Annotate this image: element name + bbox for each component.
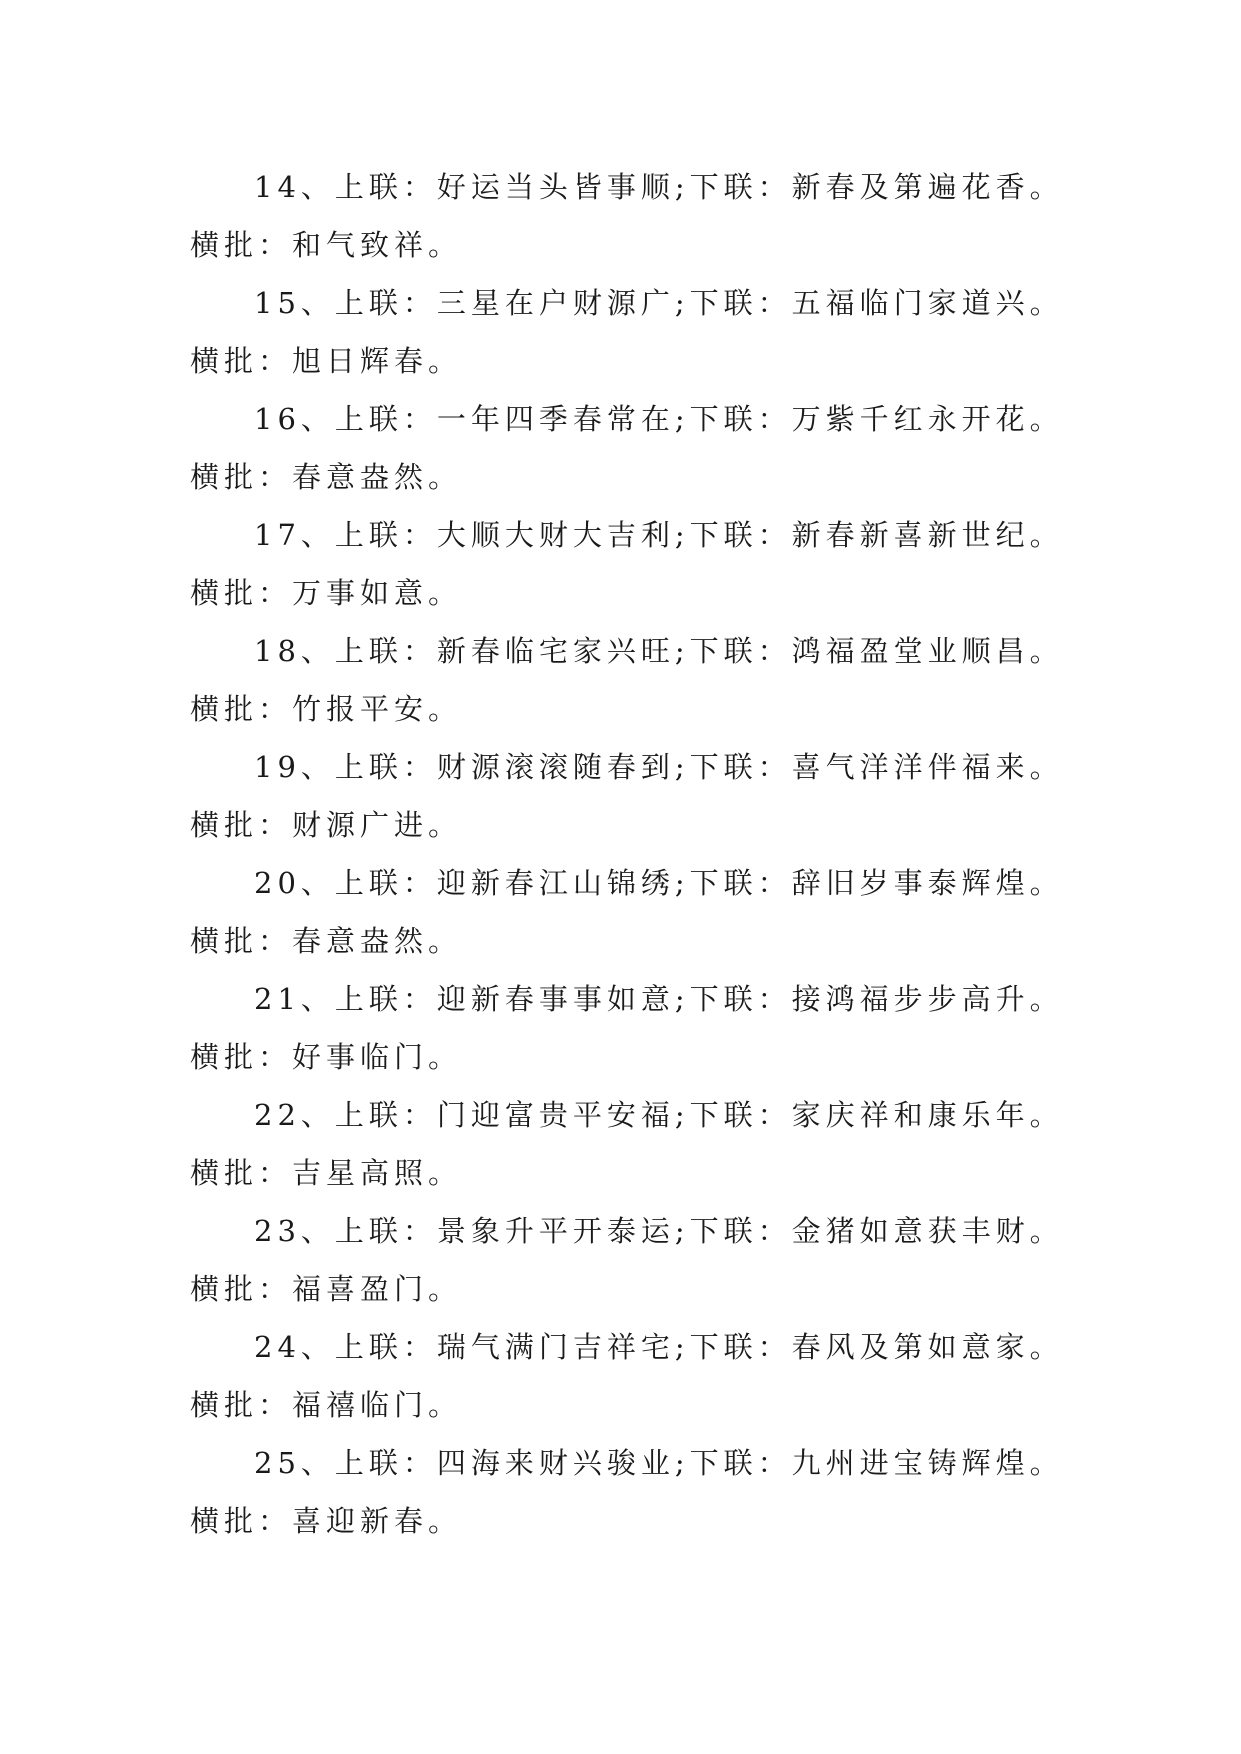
couplet-text: 23、上联：景象升平开泰运;下联：金猪如意获丰财。 (254, 1214, 1064, 1248)
couplet-horizontal-scroll: 横批：财源广进。 (190, 808, 463, 842)
couplet-text: 19、上联：财源滚滚随春到;下联：喜气洋洋伴福来。 (254, 750, 1064, 784)
couplet-text: 25、上联：四海来财兴骏业;下联：九州进宝铸辉煌。 (254, 1446, 1064, 1480)
couplet-text: 15、上联：三星在户财源广;下联：五福临门家道兴。 (254, 286, 1064, 320)
couplet-horizontal-scroll: 横批：竹报平安。 (190, 692, 463, 726)
couplet-text: 18、上联：新春临宅家兴旺;下联：鸿福盈堂业顺昌。 (254, 634, 1064, 668)
couplet-horizontal-scroll: 横批：吉星高照。 (190, 1156, 463, 1190)
couplet-horizontal-scroll: 横批：春意盎然。 (190, 924, 463, 958)
couplet-item (190, 970, 1064, 1086)
couplet-item (190, 1318, 1064, 1434)
couplet-item (190, 622, 1064, 738)
couplet-item (190, 274, 1064, 390)
couplet-horizontal-scroll: 横批：好事临门。 (190, 1040, 463, 1074)
couplet-text: 14、上联：好运当头皆事顺;下联：新春及第遍花香。 (254, 170, 1064, 204)
couplet-horizontal-scroll: 横批：春意盎然。 (190, 460, 463, 494)
couplet-horizontal-scroll: 横批：万事如意。 (190, 576, 463, 610)
couplet-horizontal-scroll: 横批：福喜盈门。 (190, 1272, 463, 1306)
couplet-text: 24、上联：瑞气满门吉祥宅;下联：春风及第如意家。 (254, 1330, 1064, 1364)
couplet-item (190, 1434, 1064, 1550)
couplet-item (190, 1202, 1064, 1318)
couplet-text: 22、上联：门迎富贵平安福;下联：家庆祥和康乐年。 (254, 1098, 1064, 1132)
couplet-text: 20、上联：迎新春江山锦绣;下联：辞旧岁事泰辉煌。 (254, 866, 1064, 900)
couplet-item (190, 1086, 1064, 1202)
couplet-horizontal-scroll: 横批：和气致祥。 (190, 228, 463, 262)
couplet-horizontal-scroll: 横批：旭日辉春。 (190, 344, 463, 378)
couplet-item (190, 854, 1064, 970)
couplet-list (190, 158, 1064, 1550)
couplet-item (190, 738, 1064, 854)
couplet-item (190, 506, 1064, 622)
couplet-text: 17、上联：大顺大财大吉利;下联：新春新喜新世纪。 (254, 518, 1064, 552)
couplet-text: 16、上联：一年四季春常在;下联：万紫千红永开花。 (254, 402, 1064, 436)
couplet-item (190, 158, 1064, 274)
couplet-horizontal-scroll: 横批：福禧临门。 (190, 1388, 463, 1422)
couplet-text: 21、上联：迎新春事事如意;下联：接鸿福步步高升。 (254, 982, 1064, 1016)
couplet-horizontal-scroll: 横批：喜迎新春。 (190, 1504, 463, 1538)
couplet-item (190, 390, 1064, 506)
